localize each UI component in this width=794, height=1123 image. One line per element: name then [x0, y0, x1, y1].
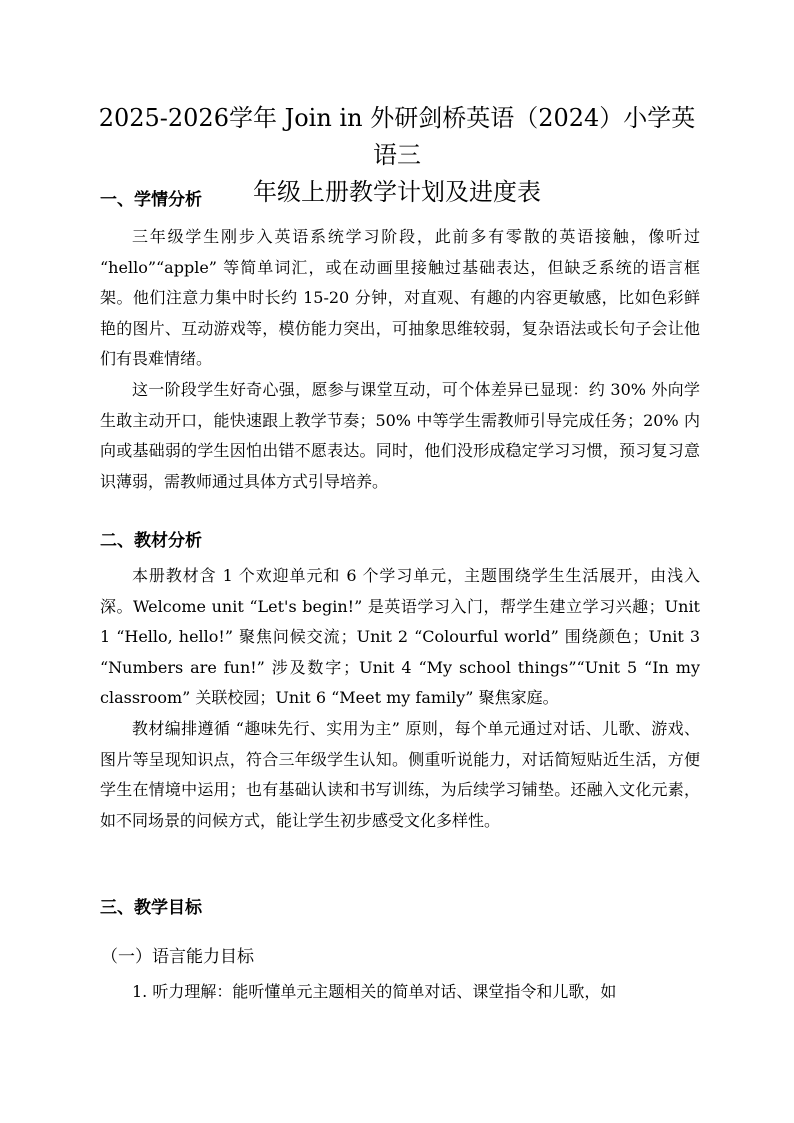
- title-line-2: 年级上册教学计划及进度表: [253, 178, 541, 206]
- section-1-paragraph-1: 三年级学生刚步入英语系统学习阶段，此前多有零散的英语接触，像听过 “hello”“apple” 等简单词汇，或在动画里接触过基础表达，但缺乏系统的语言框架。他们注意力集中时长约 15-20 分钟，对直观、有趣的内容更敏感，比如色彩鲜艳的图片、互动游戏等，模仿能力突出，可抽象思维较弱，复杂语法或长句子会让他们有畏难情绪。: [100, 227, 700, 368]
- section-3-subheading-1: （一）语言能力目标: [101, 947, 254, 967]
- section-2-heading: 二、教材分析: [100, 531, 202, 551]
- section-1-paragraph-2: 这一阶段学生好奇心强，愿参与课堂互动，可个体差异已显现：约 30% 外向学生敢主动开口，能快速跟上教学节奏；50% 中等学生需教师引导完成任务；20% 内向或基础弱的学生因怕出错不愿表达。同时，他们没形成稳定学习习惯，预习复习意识薄弱，需教师通过具体方式引导培养。: [100, 380, 700, 491]
- section-2-paragraph-2: 教材编排遵循 “趣味先行、实用为主” 原则，每个单元通过对话、儿歌、游戏、图片等呈现知识点，符合三年级学生认知。侧重听说能力，对话简短贴近生活，方便学生在情境中运用；也有基础认读和书写训练，为后续学习铺垫。还融入文化元素，如不同场景的问候方式，能让学生初步感受文化多样性。: [100, 719, 700, 830]
- section-3-heading: 三、教学目标: [100, 898, 202, 918]
- section-2-paragraph-1: 本册教材含 1 个欢迎单元和 6 个学习单元，主题围绕学生生活展开，由浅入深。Welcome unit “Let's begin!” 是英语学习入门，帮学生建立学习兴趣；Unit 1 “Hello, hello!” 聚焦问候交流；Unit 2 “Colourful world” 围绕颜色；Unit 3 “Numbers are fun!” 涉及数字；Unit 4 “My school things”“Unit 5 “In my classroom” 关联校园；Unit 6 “Meet my family” 聚焦家庭。: [100, 566, 700, 707]
- title-line-1: 2025-2026学年 Join in 外研剑桥英语（2024）小学英语三: [98, 104, 696, 169]
- section-3-list-item-1: 1. 听力理解：能听懂单元主题相关的简单对话、课堂指令和儿歌，如: [132, 982, 617, 1001]
- section-1-heading: 一、学情分析: [100, 190, 202, 210]
